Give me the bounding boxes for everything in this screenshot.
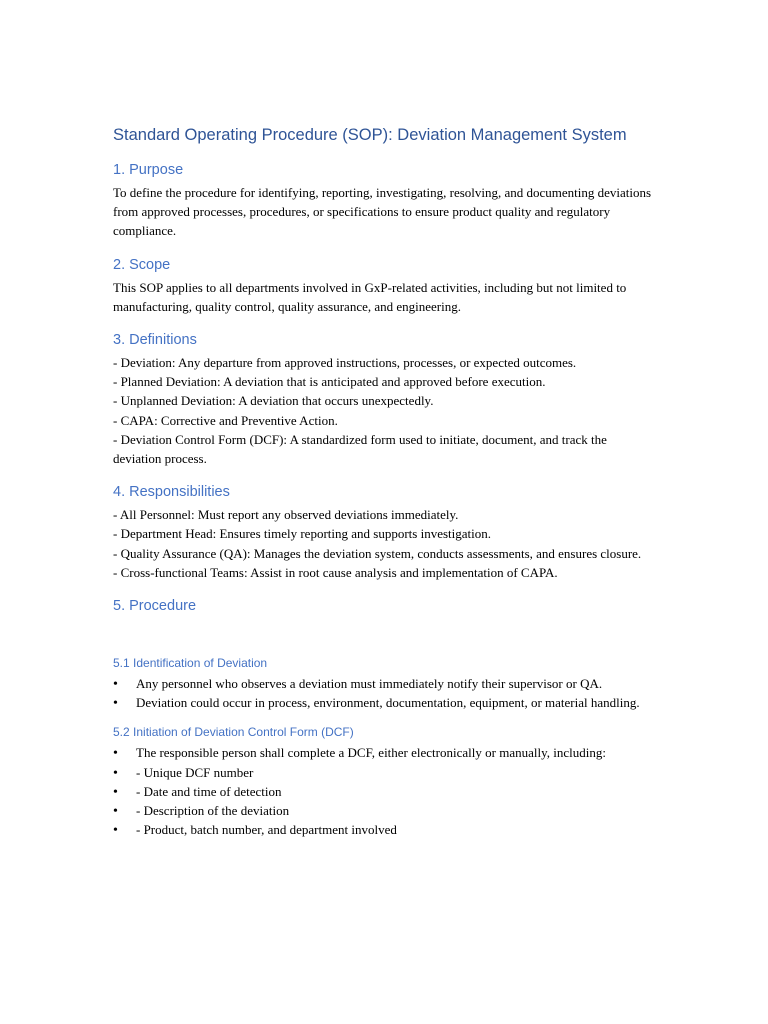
list-item: • The responsible person shall complete a DCF, either electronically or manually, including:	[113, 743, 653, 762]
definition-line: - Planned Deviation: A deviation that is anticipated and approved before execution.	[113, 374, 546, 390]
definitions-heading: 3. Definitions	[113, 332, 197, 349]
bullet-icon	[113, 763, 125, 783]
list-item: • - Date and time of detection	[113, 782, 653, 801]
responsibilities-heading: 4. Responsibilities	[113, 484, 230, 501]
list-item: • - Unique DCF number	[113, 763, 653, 782]
bullet-icon	[113, 801, 125, 821]
bullet-icon	[113, 743, 125, 763]
definition-line: - Deviation Control Form (DCF): A standardized form used to initiate, document, and track the deviation process.	[113, 431, 607, 467]
scope-heading: 2. Scope	[113, 256, 171, 273]
scope-text: This SOP applies to all departments involved in GxP-related activities, including but not limited to manufacturing, quality control, quality assurance, and engineering.	[113, 279, 627, 314]
list-item: • - Description of the deviation	[113, 801, 653, 820]
bullet-icon	[113, 820, 125, 840]
responsibility-line: - Cross-functional Teams: Assist in root cause analysis and implementation of CAPA.	[113, 564, 558, 580]
list-item: • Deviation could occur in process, environment, documentation, equipment, or material handling.	[113, 693, 653, 712]
responsibility-line: - Quality Assurance (QA): Manages the deviation system, conducts assessments, and ensures closure.	[113, 545, 642, 561]
bullet-icon	[113, 693, 125, 713]
list-item: • - Product, batch number, and department involved	[113, 820, 653, 839]
list-item: • Any personnel who observes a deviation must immediately notify their supervisor or QA.	[113, 674, 653, 693]
procedure-heading: 5. Procedure	[113, 598, 197, 615]
dcf-subheading: 5.2 Initiation of Deviation Control Form (DCF)	[113, 725, 354, 740]
bullet-icon	[113, 674, 125, 694]
identification-subheading: 5.1 Identification of Deviation	[113, 656, 268, 671]
responsibility-line: - Department Head: Ensures timely reporting and supports investigation.	[113, 526, 491, 542]
purpose-text: To define the procedure for identifying, reporting, investigating, resolving, and documenting deviations from approved processes, procedures, or specifications to ensure product quality and regulatory compliance.	[113, 185, 652, 239]
identification-list	[113, 674, 653, 712]
definition-line: - Unplanned Deviation: A deviation that occurs unexpectedly.	[113, 393, 434, 409]
responsibility-line: - All Personnel: Must report any observed deviations immediately.	[113, 507, 459, 523]
dcf-list	[113, 743, 653, 839]
purpose-heading: 1. Purpose	[113, 162, 184, 178]
definition-line: - Deviation: Any departure from approved instructions, processes, or expected outcomes.	[113, 355, 577, 371]
document-title: Standard Operating Procedure (SOP): Deviation Management System	[113, 126, 627, 144]
document-body	[113, 124, 653, 839]
bullet-icon	[113, 782, 125, 802]
definition-line: - CAPA: Corrective and Preventive Action.	[113, 412, 338, 428]
